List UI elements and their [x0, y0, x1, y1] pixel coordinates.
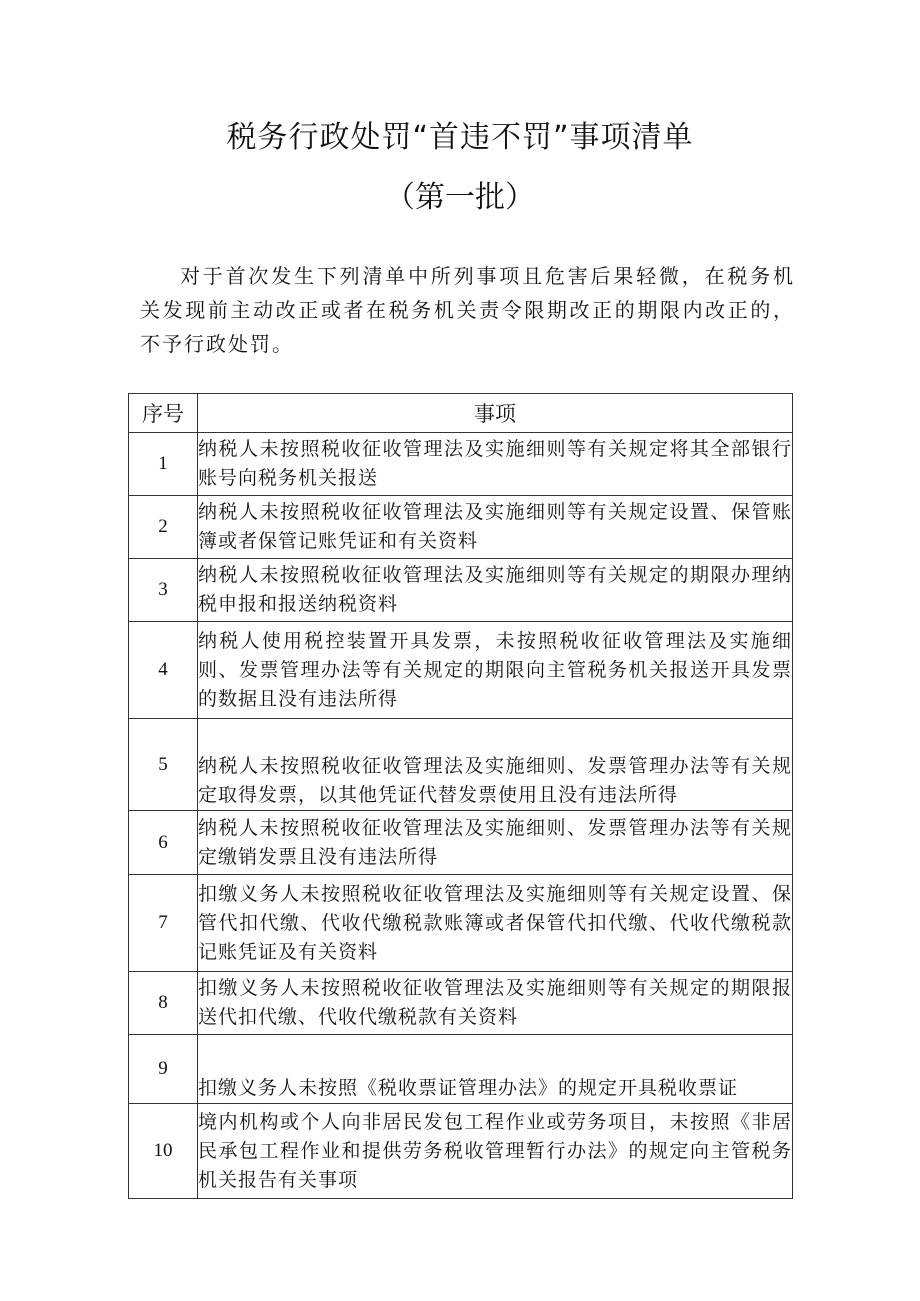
document-subtitle: （第一批） — [385, 180, 535, 215]
row-number: 4 — [129, 622, 198, 719]
row-number: 9 — [129, 1035, 198, 1104]
table-row — [129, 811, 793, 875]
table-row — [129, 622, 793, 719]
intro-paragraph: 对于首次发生下列清单中所列事项且危害后果轻微，在税务机关发现前主动改正或者在税务机关责令限期改正的期限内改正的，不予行政处罚。 — [140, 264, 795, 356]
table-row — [129, 972, 793, 1035]
row-number: 2 — [129, 496, 198, 559]
row-number: 7 — [129, 875, 198, 972]
table-row — [129, 1035, 793, 1104]
row-number: 5 — [129, 719, 198, 811]
document-title: 税务行政处罚“首违不罚”事项清单 — [226, 120, 694, 155]
row-item: 纳税人未按照税收征收管理法及实施细则、发票管理办法等有关规定取得发票，以其他凭证代替发票使用且没有违法所得 — [198, 719, 793, 811]
row-number: 8 — [129, 972, 198, 1035]
header-item: 事项 — [198, 394, 793, 433]
row-item: 纳税人未按照税收征收管理法及实施细则等有关规定设置、保管账簿或者保管记账凭证和有关资料 — [198, 496, 793, 559]
row-item: 境内机构或个人向非居民发包工程作业或劳务项目，未按照《非居民承包工程作业和提供劳务税收管理暂行办法》的规定向主管税务机关报告有关事项 — [198, 1104, 793, 1199]
table-row — [129, 433, 793, 496]
row-item: 扣缴义务人未按照税收征收管理法及实施细则等有关规定设置、保管代扣代缴、代收代缴税款账簿或者保管代扣代缴、代收代缴税款记账凭证及有关资料 — [198, 875, 793, 972]
row-item: 纳税人未按照税收征收管理法及实施细则等有关规定将其全部银行账号向税务机关报送 — [198, 433, 793, 496]
table-header-row — [129, 394, 793, 433]
table-row — [129, 875, 793, 972]
table-row — [129, 559, 793, 622]
row-item: 扣缴义务人未按照税收征收管理法及实施细则等有关规定的期限报送代扣代缴、代收代缴税款有关资料 — [198, 972, 793, 1035]
row-number: 10 — [129, 1104, 198, 1199]
row-number: 6 — [129, 811, 198, 875]
table-row — [129, 496, 793, 559]
table-row — [129, 719, 793, 811]
row-number: 3 — [129, 559, 198, 622]
row-item: 纳税人未按照税收征收管理法及实施细则等有关规定的期限办理纳税申报和报送纳税资料 — [198, 559, 793, 622]
table-row — [129, 1104, 793, 1199]
row-item: 纳税人使用税控装置开具发票，未按照税收征收管理法及实施细则、发票管理办法等有关规定的期限向主管税务机关报送开具发票的数据且没有违法所得 — [198, 622, 793, 719]
row-item: 纳税人未按照税收征收管理法及实施细则、发票管理办法等有关规定缴销发票且没有违法所得 — [198, 811, 793, 875]
row-item: 扣缴义务人未按照《税收票证管理办法》的规定开具税收票证 — [198, 1035, 793, 1104]
items-table — [128, 393, 793, 1199]
row-number: 1 — [129, 433, 198, 496]
header-no: 序号 — [129, 394, 198, 433]
